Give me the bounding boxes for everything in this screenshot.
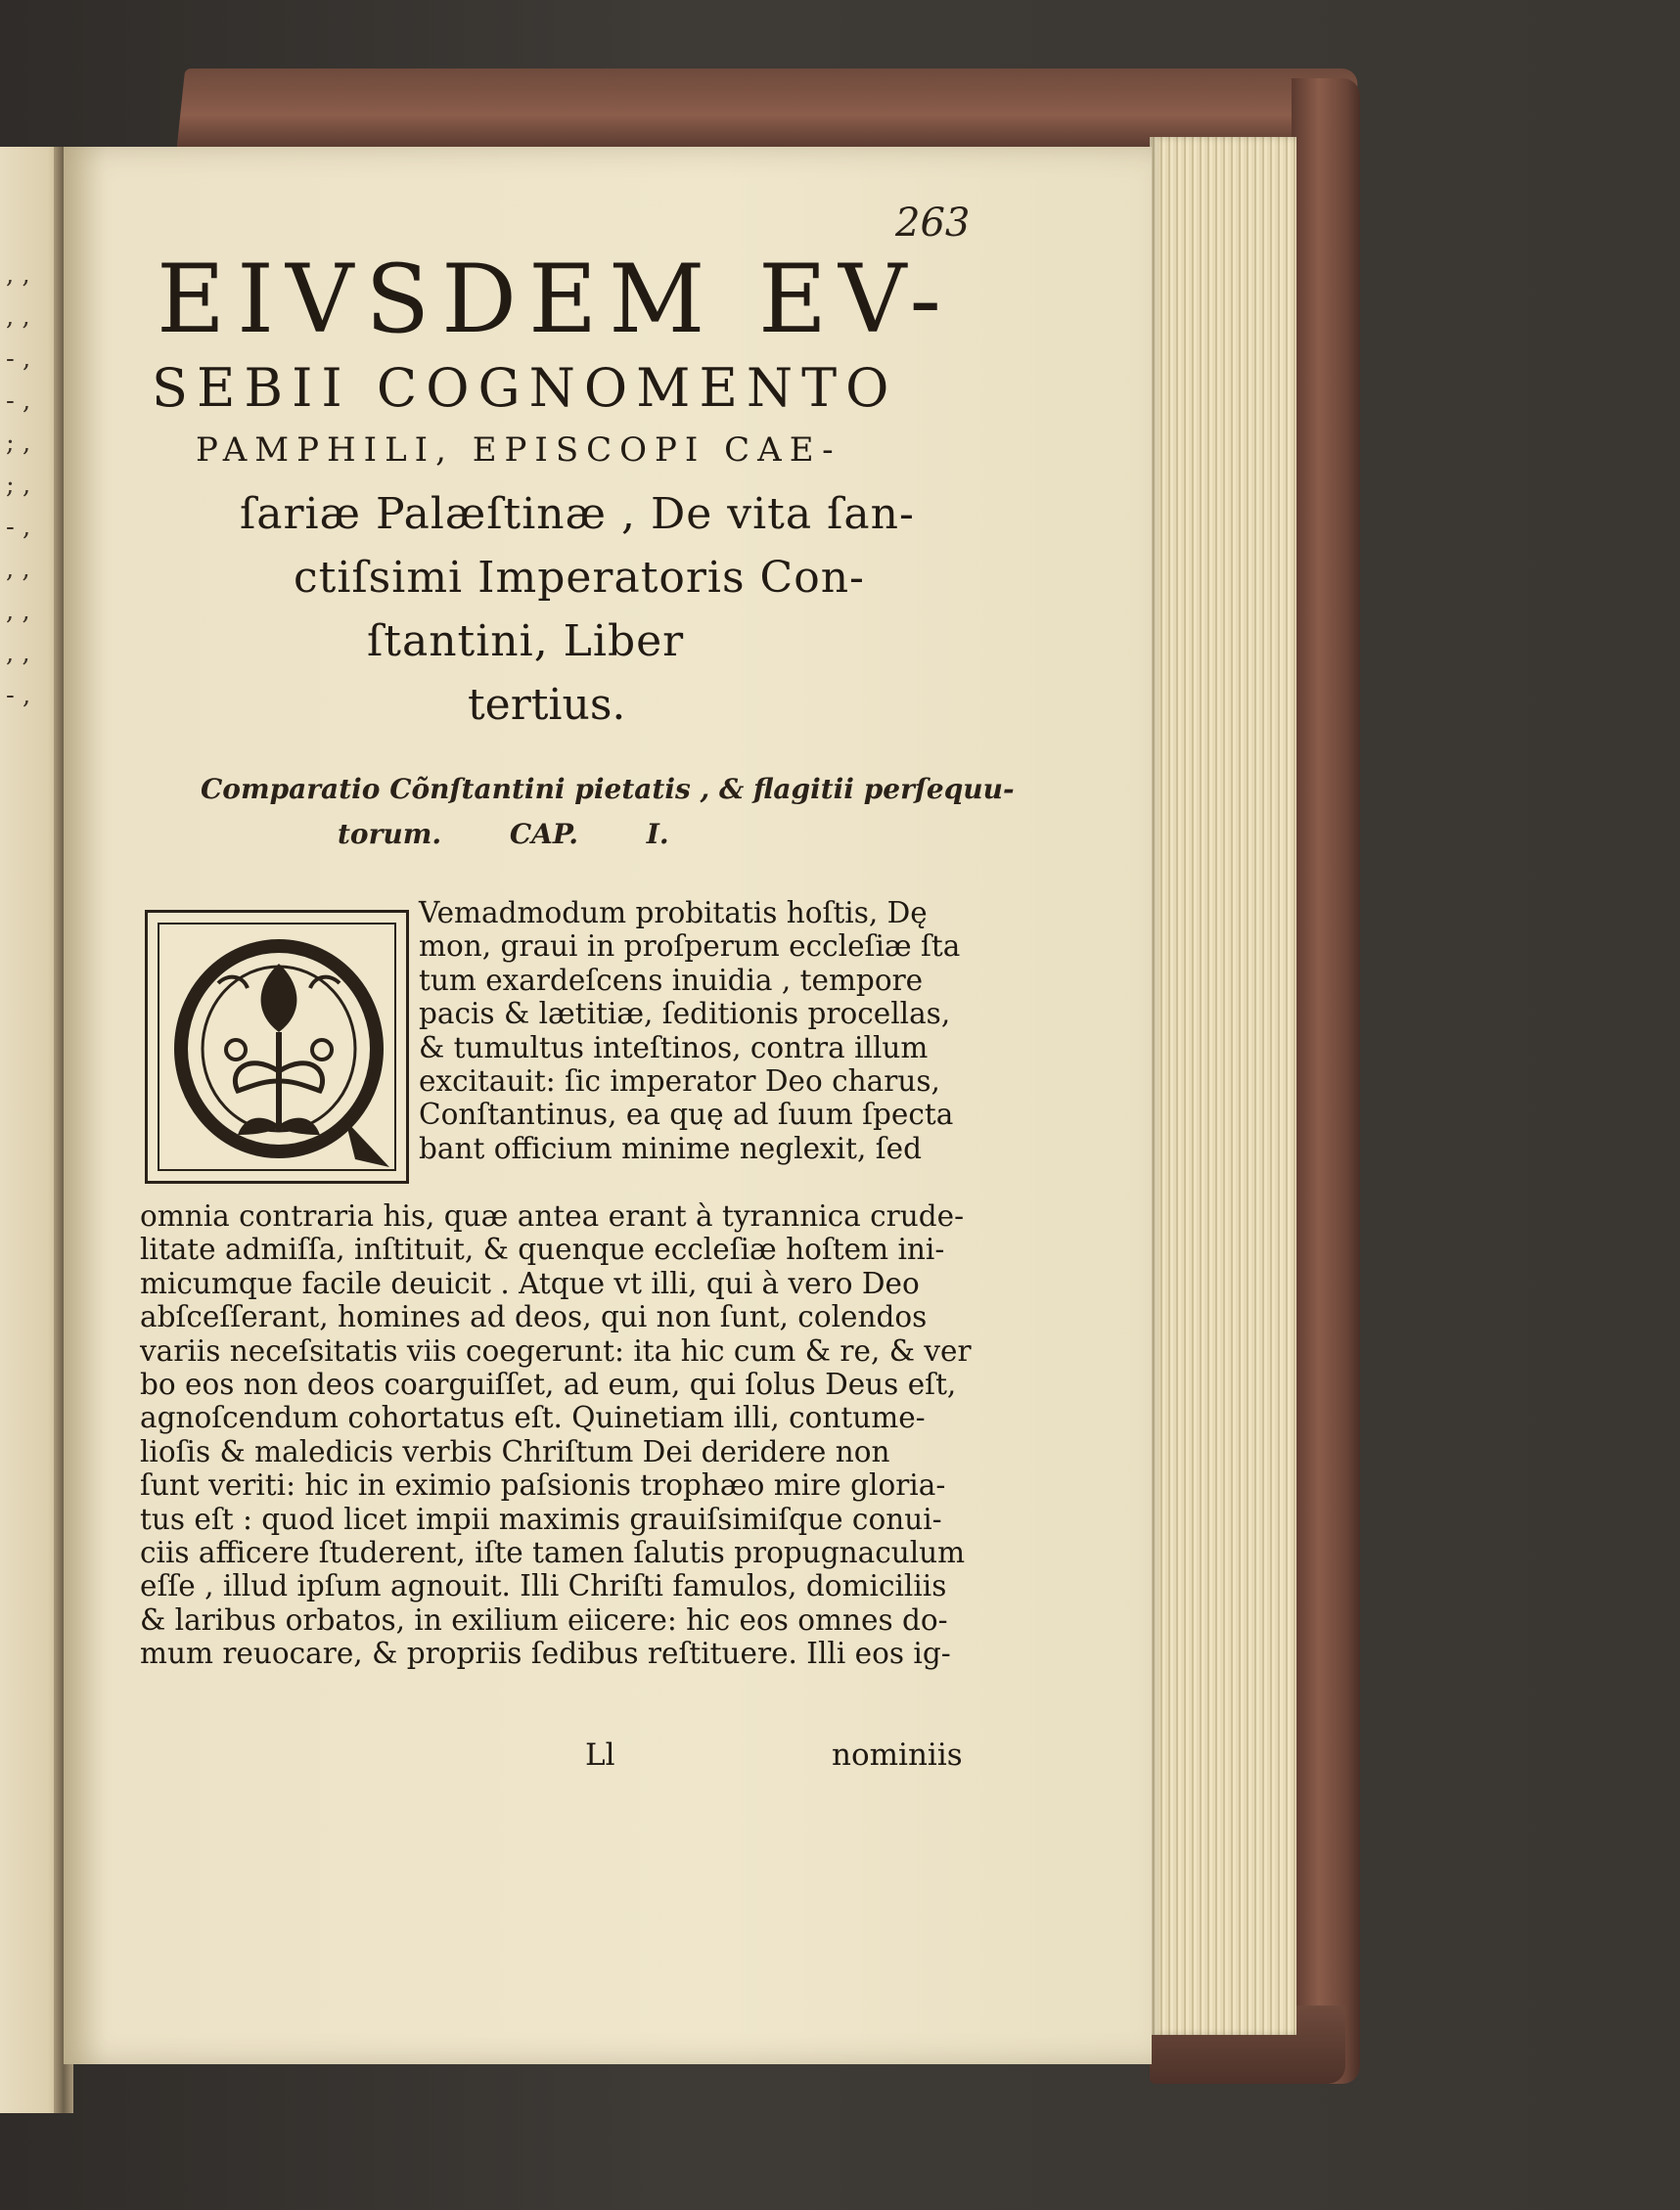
body-text-block xyxy=(140,1199,972,1671)
indented-text-block xyxy=(419,896,960,1165)
flower-ornament-icon xyxy=(159,925,398,1173)
text-line: lioſis & maledicis verbis Chriſtum Dei deridere non xyxy=(140,1434,890,1468)
text-line: micumque facile deuicit . Atque vt illi, qui à vero Deo xyxy=(140,1266,920,1300)
text-line: omnia contraria his, quæ antea erant à tyrannica crude- xyxy=(140,1199,965,1233)
title-line-1: EIVSDEM EV- xyxy=(157,245,953,354)
text-line: excitauit: ſic imperator Deo charus, xyxy=(419,1064,940,1099)
page-edges xyxy=(1150,137,1296,2035)
text-line: ſunt veriti: hic in eximio paſsionis trophæo mire gloria- xyxy=(140,1468,946,1503)
text-line: bo eos non deos coarguiſſet, ad eum, qui ſolus Deus eſt, xyxy=(140,1368,957,1402)
title-line-3: PAMPHILI, EPISCOPI CAE- xyxy=(196,430,841,470)
page-number: 263 xyxy=(895,201,971,246)
text-line: Vemadmodum probitatis hoſtis, Dę xyxy=(419,896,928,929)
signature-mark: Ll xyxy=(585,1737,615,1773)
text-line: mum reuocare, & propriis ſedibus reſtituere. Illi eos ig- xyxy=(140,1637,951,1671)
text-line: agnoſcendum cohortatus eſt. Quinetiam illi, contume- xyxy=(140,1401,926,1435)
title-line-7: tertius. xyxy=(468,680,626,730)
text-line: litate admiſſa, inſtituit, & quenque eccleſiæ hoſtem ini- xyxy=(140,1233,945,1267)
book-cover-spine xyxy=(1292,78,1360,2084)
text-line: Conſtantinus, ea quę ad ſuum ſpecta xyxy=(419,1098,954,1132)
text-line: bant officium minime neglexit, ſed xyxy=(419,1131,922,1165)
text-line: tus eſt : quod licet impii maximis grauiſsimiſque conui- xyxy=(140,1502,942,1536)
text-line: eſſe , illud ipſum agnouit. Illi Chriſti famulos, domiciliis xyxy=(140,1569,947,1603)
initial-frame xyxy=(158,923,396,1171)
title-line-4: ſariæ Palæſtinæ , De vita ſan- xyxy=(240,489,915,539)
text-line: tum exardeſcens inuidia , tempore xyxy=(419,963,924,997)
book-cover-top xyxy=(177,68,1359,147)
text-line: ciis afficere ſtuderent, iſte tamen ſalutis propugnaculum xyxy=(140,1536,966,1570)
title-line-2: SEBII COGNOMENTO xyxy=(152,357,898,419)
text-line: variis neceſsitatis viis coegerunt: ita hic cum & re, & ver xyxy=(140,1333,972,1368)
title-line-5: ctiſsimi Imperatoris Con- xyxy=(294,553,865,603)
text-line: & tumultus inteſtinos, contra illum xyxy=(419,1030,929,1064)
catchword: nominiis xyxy=(832,1737,963,1773)
chapter-heading-line-1: Comparatio Cõnſtantini pietatis , & flagitii perſequu- xyxy=(201,773,1015,805)
text-line: & laribus orbatos, in exilium eiicere: hic eos omnes do- xyxy=(140,1602,948,1637)
chapter-heading-line-2: torum. CAP. I. xyxy=(338,818,669,850)
decorated-initial-q xyxy=(145,910,409,1184)
text-line: mon, graui in proſperum eccleſiæ ſta xyxy=(419,929,961,964)
left-page-marks: , , , , - , - , ; , ; , - , , , , , , , - , xyxy=(6,260,31,710)
text-line: pacis & lætitiæ, ſeditionis procellas, xyxy=(419,997,951,1031)
text-line: abſceſſerant, homines ad deos, qui non ſunt, colendos xyxy=(140,1300,928,1334)
title-line-6: ſtantini, Liber xyxy=(367,616,685,666)
